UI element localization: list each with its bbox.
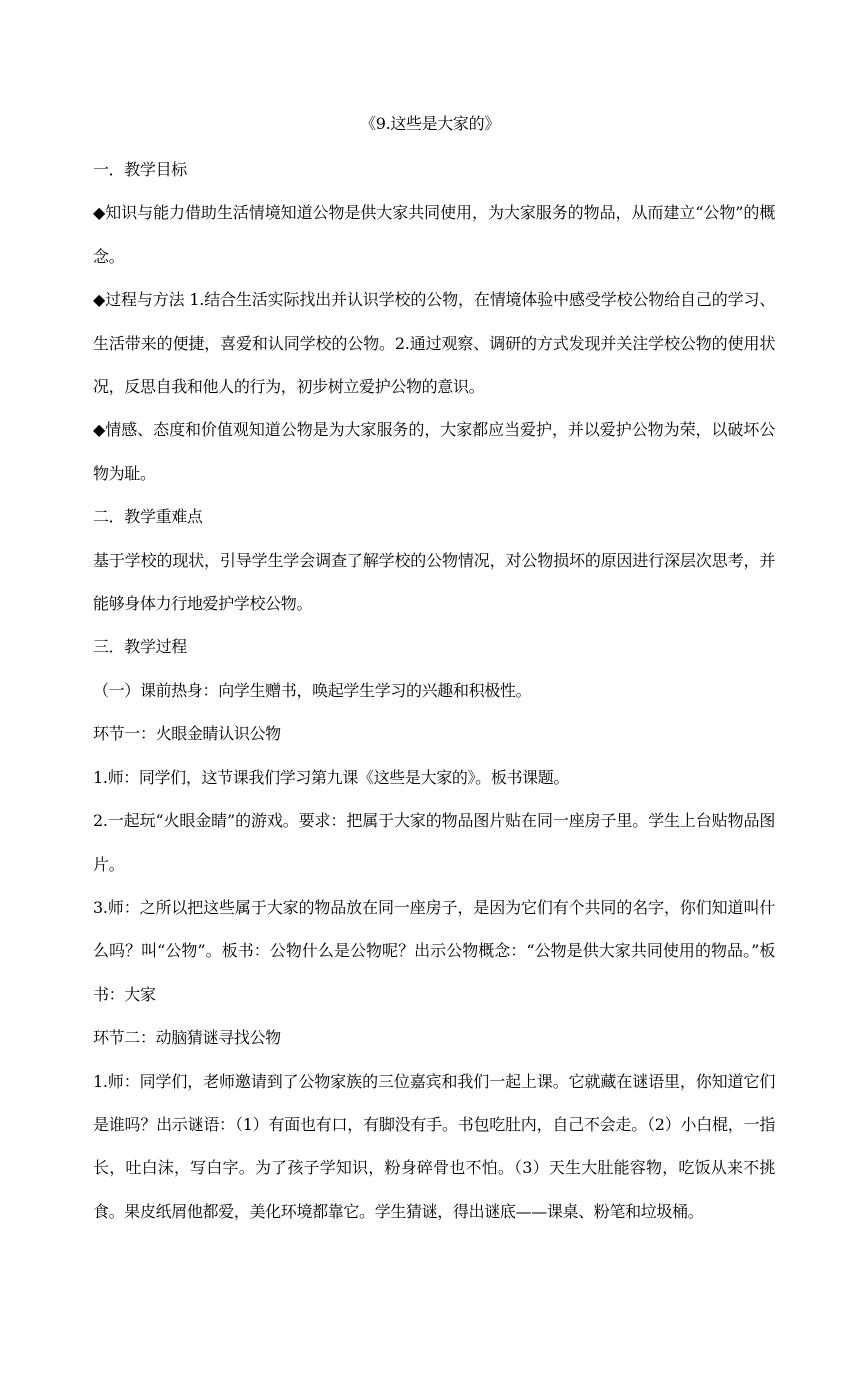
- document-body: [93, 148, 775, 1233]
- paragraph-emotion-values: ◆情感、态度和价值观知道公物是为大家服务的，大家都应当爱护，并以爱护公物为荣，以破坏公物为耻。: [93, 420, 775, 483]
- paragraph-process-method: ◆过程与方法 1.结合生活实际找出并认识学校的公物，在情境体验中感受学校公物给自己的学习、生活带来的便捷，喜爱和认同学校的公物。2.通过观察、调研的方式发现并关注学校公物的使用状况，反思自我和他人的行为，初步树立爱护公物的意识。: [93, 290, 775, 397]
- paragraph-key-points: 基于学校的现状，引导学生学会调查了解学校的公物情况，对公物损坏的原因进行深层次思考，并能够身体力行地爱护学校公物。: [93, 550, 775, 614]
- document-title: 《9.这些是大家的》: [360, 114, 500, 133]
- subheading-stage-two: 环节二：动脑猜谜寻找公物: [93, 1028, 281, 1048]
- paragraph-stage-one-step-3: 3.师：之所以把这些属于大家的物品放在同一座房子，是因为它们有个共同的名字，你们知道叫什么吗？叫“公物”。板书：公物什么是公物呢？出示公物概念：“公物是供大家共同使用的物品。”板书：大家: [93, 897, 775, 1004]
- section-heading-key-points: 二．教学重难点: [93, 507, 203, 527]
- subheading-stage-one: 环节一：火眼金睛认识公物: [93, 724, 281, 744]
- paragraph-stage-one-step-1: 1.师：同学们，这节课我们学习第九课《这些是大家的》。板书课题。: [93, 767, 570, 787]
- paragraph-warmup: （一）课前热身：向学生赠书，唤起学生学习的兴趣和积极性。: [93, 680, 532, 700]
- section-heading-process: 三．教学过程: [93, 637, 187, 657]
- paragraph-stage-two-step-1: 1.师：同学们，老师邀请到了公物家族的三位嘉宾和我们一起上课。它就藏在谜语里，你知道它们是谁吗？出示谜语：（1）有面也有口，有脚没有手。书包吃肚内，自己不会走。（2）小白棍，一指长，吐白沫，写白字。为了孩子学知识，粉身碎骨也不怕。（3）天生大肚能容物，吃饭从来不挑食。果皮纸屑他都爱，美化环境都靠它。学生猜谜，得出谜底——课桌、粉笔和垃圾桶。: [93, 1071, 775, 1221]
- paragraph-knowledge-ability: ◆知识与能力借助生活情境知道公物是供大家共同使用，为大家服务的物品，从而建立“公物”的概念。: [93, 203, 775, 266]
- section-heading-objectives: 一．教学目标: [93, 160, 187, 179]
- paragraph-stage-one-step-2: 2.一起玩“火眼金睛”的游戏。要求：把属于大家的物品图片贴在同一座房子里。学生上台贴物品图片。: [93, 811, 775, 874]
